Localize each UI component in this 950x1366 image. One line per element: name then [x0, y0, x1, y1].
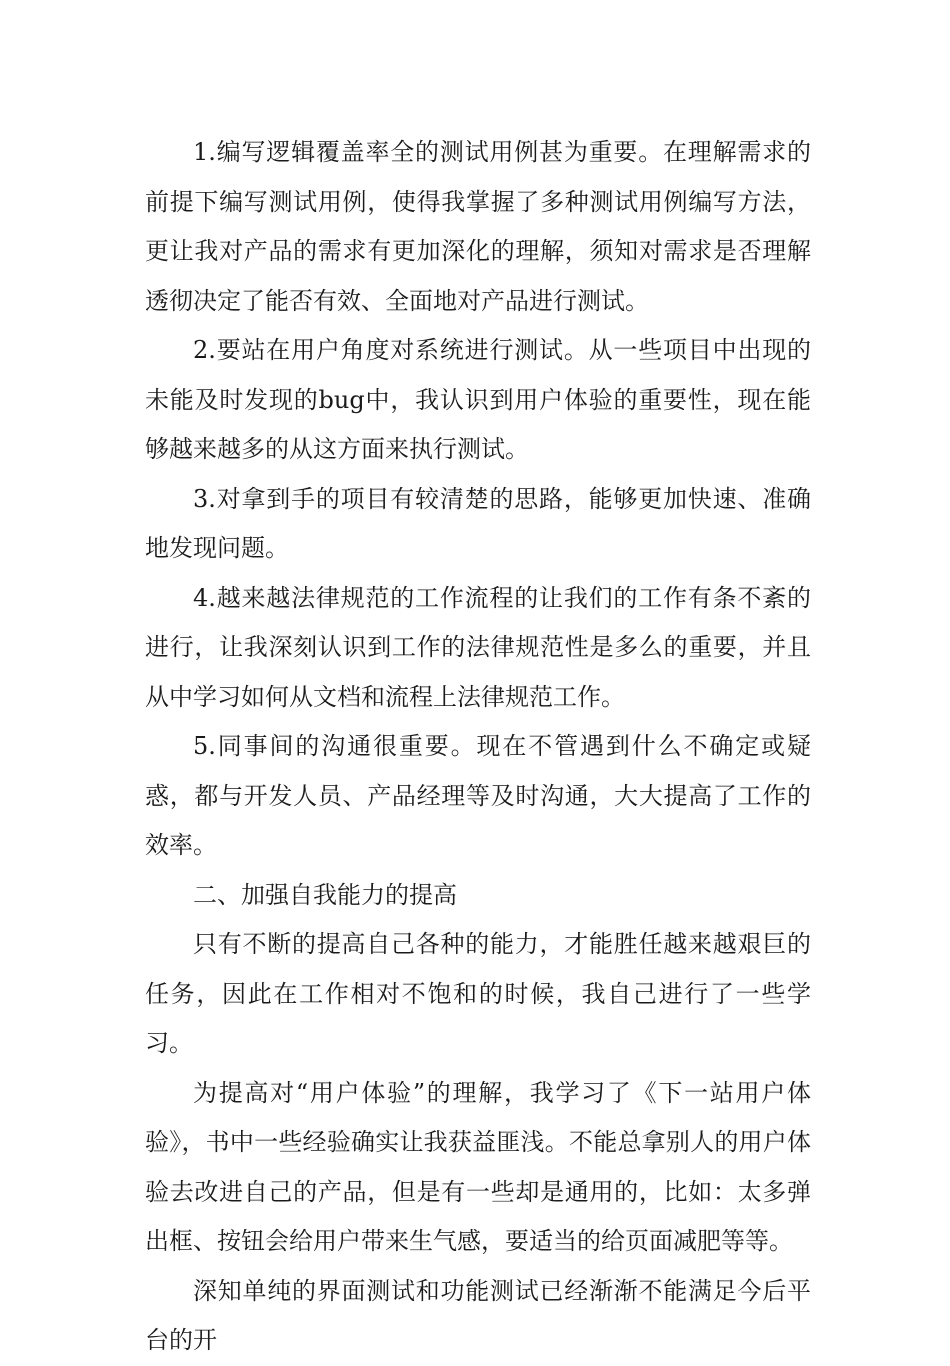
paragraph-5: 5.同事间的沟通很重要。现在不管遇到什么不确定或疑惑，都与开发人员、产品经理等及时沟通，大大提高了工作的效率。	[145, 732, 811, 859]
paragraph-2: 2.要站在用户角度对系统进行测试。从一些项目中出现的未能及时发现的bug中，我认识到用户体验的重要性，现在能够越来越多的从这方面来执行测试。	[145, 336, 811, 463]
paragraph-7: 为提高对“用户体验”的理解，我学习了《下一站用户体验》，书中一些经验确实让我获益匪浅。不能总拿别人的用户体验去改进自己的产品，但是有一些却是通用的，比如：太多弹出框、按钮会给用户带来生气感，要适当的给页面减肥等等。	[145, 1078, 811, 1255]
paragraph-6: 只有不断的提高自己各种的能力，才能胜任越来越艰巨的任务，因此在工作相对不饱和的时候，我自己进行了一些学习。	[145, 930, 811, 1057]
section-heading: 二、加强自我能力的提高	[193, 880, 457, 909]
document-body	[145, 128, 811, 1366]
paragraph-8: 深知单纯的界面测试和功能测试已经渐渐不能满足今后平台的开	[145, 1276, 811, 1354]
paragraph-3: 3.对拿到手的项目有较清楚的思路，能够更加快速、准确地发现问题。	[145, 484, 811, 562]
paragraph-4: 4.越来越法律规范的工作流程的让我们的工作有条不紊的进行，让我深刻认识到工作的法律规范性是多么的重要，并且从中学习如何从文档和流程上法律规范工作。	[145, 583, 811, 711]
paragraph-1: 1.编写逻辑覆盖率全的测试用例甚为重要。在理解需求的前提下编写测试用例，使得我掌握了多种测试用例编写方法，更让我对产品的需求有更加深化的理解，须知对需求是否理解透彻决定了能否有效、全面地对产品进行测试。	[145, 138, 811, 315]
